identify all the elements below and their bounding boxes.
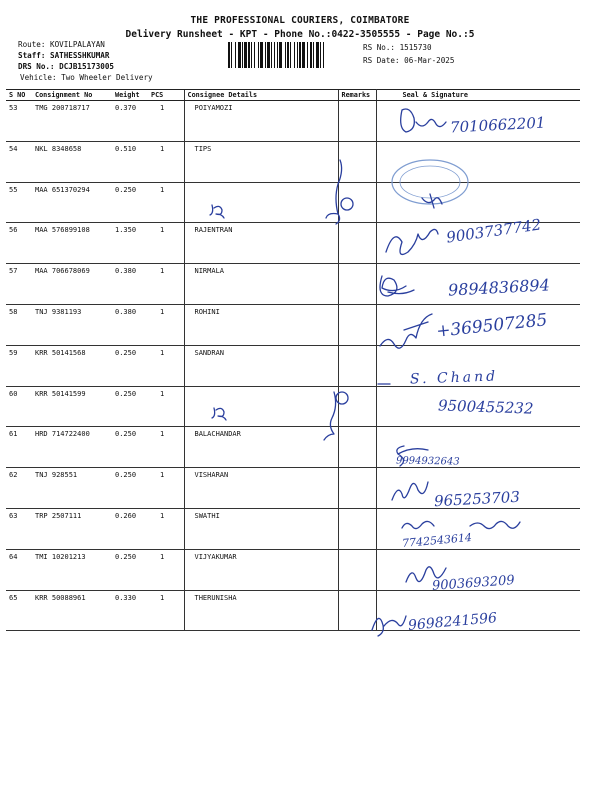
cell-sno: 61 [6, 427, 32, 468]
cell-remarks [338, 304, 376, 345]
cell-consignee: ROHINI [184, 304, 338, 345]
cell-sno: 53 [6, 101, 32, 142]
vehicle-label: Vehicle: Two Wheeler Delivery [20, 73, 153, 82]
cell-remarks [338, 427, 376, 468]
cell-remarks [338, 264, 376, 305]
cell-consignment: TNJ 928551 [32, 468, 112, 509]
cell-remarks [338, 223, 376, 264]
cell-consignment: MAA 576899108 [32, 223, 112, 264]
cell-sno: 63 [6, 508, 32, 549]
handwritten-number-58: +369507285 [435, 310, 549, 342]
table-row [6, 182, 580, 223]
cell-consignee: POIYAMOZI [184, 101, 338, 142]
handwritten-number-64: 9003693209 [431, 573, 516, 594]
cell-consignee: RAJENTRAN [184, 223, 338, 264]
barcode [228, 42, 356, 68]
cell-sno: 56 [6, 223, 32, 264]
cell-remarks [338, 101, 376, 142]
cell-seal-signature [376, 182, 580, 223]
cell-consignee: SWATHI [184, 508, 338, 549]
handwritten-name-59: S. Chand [409, 368, 499, 388]
cell-pcs: 1 [148, 304, 184, 345]
cell-consignment: MAA 706678069 [32, 264, 112, 305]
cell-remarks [338, 590, 376, 631]
handwritten-number-56: 9003737742 [445, 215, 543, 247]
cell-sno: 65 [6, 590, 32, 631]
cell-pcs: 1 [148, 427, 184, 468]
cell-weight: 0.250 [112, 345, 148, 386]
cell-remarks [338, 468, 376, 509]
route-label: Route: KOVILPALAYAN [18, 40, 105, 49]
cell-consignee: NIRMALA [184, 264, 338, 305]
cell-remarks [338, 508, 376, 549]
cell-consignee: BALACHANDAR [184, 427, 338, 468]
cell-consignment: KRR 50141599 [32, 386, 112, 427]
rs-date: RS Date: 06-Mar-2025 [363, 56, 455, 65]
table-row [6, 427, 580, 468]
cell-weight: 0.250 [112, 427, 148, 468]
col-consignment: Consignment No [32, 90, 112, 101]
rs-number: RS No.: 1515730 [363, 43, 432, 52]
cell-consignment: TNJ 9381193 [32, 304, 112, 345]
cell-weight: 1.350 [112, 223, 148, 264]
cell-weight: 0.250 [112, 182, 148, 223]
cell-sno: 57 [6, 264, 32, 305]
runsheet-subtitle: Delivery Runsheet - KPT - Phone No.:0422-3505555 - Page No.:5 [125, 29, 475, 40]
cell-consignment: TMG 200718717 [32, 101, 112, 142]
cell-pcs: 1 [148, 182, 184, 223]
cell-consignment: TRP 2507111 [32, 508, 112, 549]
company-title: THE PROFESSIONAL COURIERS, COIMBATORE [190, 15, 410, 26]
cell-remarks [338, 182, 376, 223]
cell-pcs: 1 [148, 223, 184, 264]
staff-label: Staff: SATHESSHKUMAR [18, 51, 110, 60]
cell-consignee: VIJYAKUMAR [184, 549, 338, 590]
cell-weight: 0.250 [112, 468, 148, 509]
handwritten-number-63: 7742543614 [401, 530, 473, 551]
cell-sno: 58 [6, 304, 32, 345]
cell-consignment: KRR 50088961 [32, 590, 112, 631]
cell-consignment: MAA 651370294 [32, 182, 112, 223]
cell-pcs: 1 [148, 345, 184, 386]
cell-weight: 0.260 [112, 508, 148, 549]
cell-consignee [184, 386, 338, 427]
handwritten-number-53: 7010662201 [449, 113, 546, 137]
cell-weight: 0.380 [112, 264, 148, 305]
cell-remarks [338, 386, 376, 427]
cell-consignee: VISHARAN [184, 468, 338, 509]
cell-weight: 0.250 [112, 386, 148, 427]
cell-pcs: 1 [148, 101, 184, 142]
cell-consignment: HRD 714722400 [32, 427, 112, 468]
cell-weight: 0.380 [112, 304, 148, 345]
handwritten-number-57: 9894836894 [447, 275, 551, 300]
cell-pcs: 1 [148, 508, 184, 549]
cell-consignee: SANDRAN [184, 345, 338, 386]
cell-weight: 0.250 [112, 549, 148, 590]
cell-seal-signature [376, 141, 580, 182]
cell-consignment: KRR 50141568 [32, 345, 112, 386]
cell-pcs: 1 [148, 468, 184, 509]
cell-weight: 0.510 [112, 141, 148, 182]
cell-consignee: TIPS [184, 141, 338, 182]
handwritten-number-60: 9500455232 [437, 396, 534, 418]
runsheet-table [6, 89, 580, 631]
cell-sno: 64 [6, 549, 32, 590]
table-row [6, 508, 580, 549]
cell-pcs: 1 [148, 386, 184, 427]
cell-sno: 60 [6, 386, 32, 427]
col-weight: Weight [112, 90, 148, 101]
col-seal-signature: Seal & Signature [376, 90, 580, 101]
handwritten-number-62: 965253703 [433, 487, 521, 511]
cell-consignee [184, 182, 338, 223]
cell-pcs: 1 [148, 264, 184, 305]
col-remarks: Remarks [338, 90, 376, 101]
cell-consignee: THERUNISHA [184, 590, 338, 631]
table-header [6, 90, 580, 101]
col-sno: S NO [6, 90, 32, 101]
cell-sno: 54 [6, 141, 32, 182]
cell-remarks [338, 345, 376, 386]
handwritten-number-65: 9698241596 [407, 610, 498, 634]
table-row [6, 141, 580, 182]
col-details: Consignee Details [184, 90, 338, 101]
cell-sno: 62 [6, 468, 32, 509]
cell-weight: 0.330 [112, 590, 148, 631]
cell-consignment: TMI 10201213 [32, 549, 112, 590]
cell-remarks [338, 549, 376, 590]
cell-sno: 55 [6, 182, 32, 223]
handwritten-number-61: 9994932643 [395, 455, 460, 468]
cell-pcs: 1 [148, 590, 184, 631]
cell-remarks [338, 141, 376, 182]
cell-sno: 59 [6, 345, 32, 386]
col-pcs: PCS [148, 90, 184, 101]
cell-weight: 0.370 [112, 101, 148, 142]
cell-pcs: 1 [148, 141, 184, 182]
cell-consignment: NKL 8348658 [32, 141, 112, 182]
drs-label: DRS No.: DCJB15173005 [18, 62, 115, 71]
cell-pcs: 1 [148, 549, 184, 590]
